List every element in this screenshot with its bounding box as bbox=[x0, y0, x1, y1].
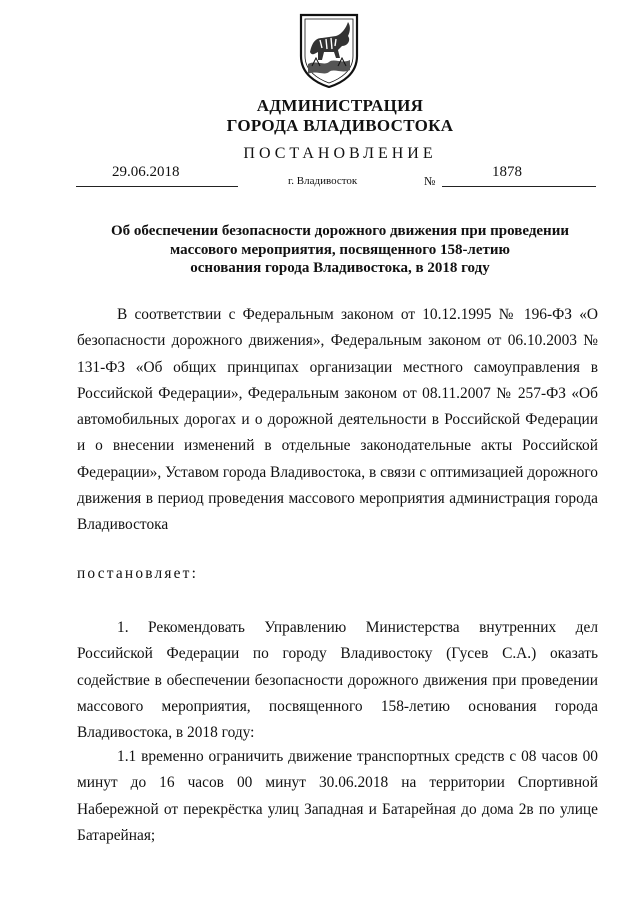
document-type: ПОСТАНОВЛЕНИЕ bbox=[243, 145, 437, 162]
subject-line: массового мероприятия, посвященного 158-летию bbox=[170, 241, 510, 258]
number-underline bbox=[442, 186, 596, 187]
subject-line: Об обеспечении безопасности дорожного движения при проведении bbox=[110, 223, 569, 239]
document-date: 29.06.2018 bbox=[112, 164, 180, 180]
preamble-paragraph: В соответствии с Федеральным законом от 10.12.1995 № 196-ФЗ «О безопасности дорожного движения», Федеральным законом от 06.10.2003 № 131-ФЗ «Об общих принципах организации местного самоуправления в Российской Федерации», Федеральным законом от 08.11.2007 № 257-ФЗ «Об автомобильных дорогах и о дорожной деятельности в Российской Федерации и о внесении изменений в отдельные законодательные акты Российской Федерации», Уставом города Владивостока, в связи с оптимизацией дорожного движения в период проведения массового мероприятия администрация города Владивостока bbox=[77, 306, 598, 534]
item-1-1-paragraph: 1.1 временно ограничить движение транспортных средств с 08 часов 00 минут до 16 часов 00 минут 30.06.2018 на территории Спортивной Набережной от перекрёстка улиц Западная и Батарейная до дома 2в по улице Батарейная; bbox=[77, 748, 598, 844]
document-subject bbox=[90, 222, 590, 278]
subject-line: основания города Владивостока, в 2018 году bbox=[190, 260, 490, 276]
org-name-line1: АДМИНИСТРАЦИЯ bbox=[256, 96, 424, 115]
coat-of-arms-icon bbox=[298, 12, 360, 88]
resolves-keyword: постановляет: bbox=[77, 565, 199, 582]
org-name-line2: ГОРОДА ВЛАДИВОСТОКА bbox=[226, 116, 454, 135]
number-sign: № bbox=[424, 174, 436, 188]
date-underline bbox=[76, 186, 238, 187]
document-city: г. Владивосток bbox=[288, 175, 358, 187]
document-number: 1878 bbox=[492, 164, 522, 180]
item-1-paragraph: 1. Рекомендовать Управлению Министерства внутренних дел Российской Федерации по городу Владивостоку (Гусев С.А.) оказать содействие в обеспечении безопасности дорожного движения при проведении массового мероприятия, посвященного 158-летию основания города Владивостока, в 2018 году: bbox=[77, 619, 598, 742]
